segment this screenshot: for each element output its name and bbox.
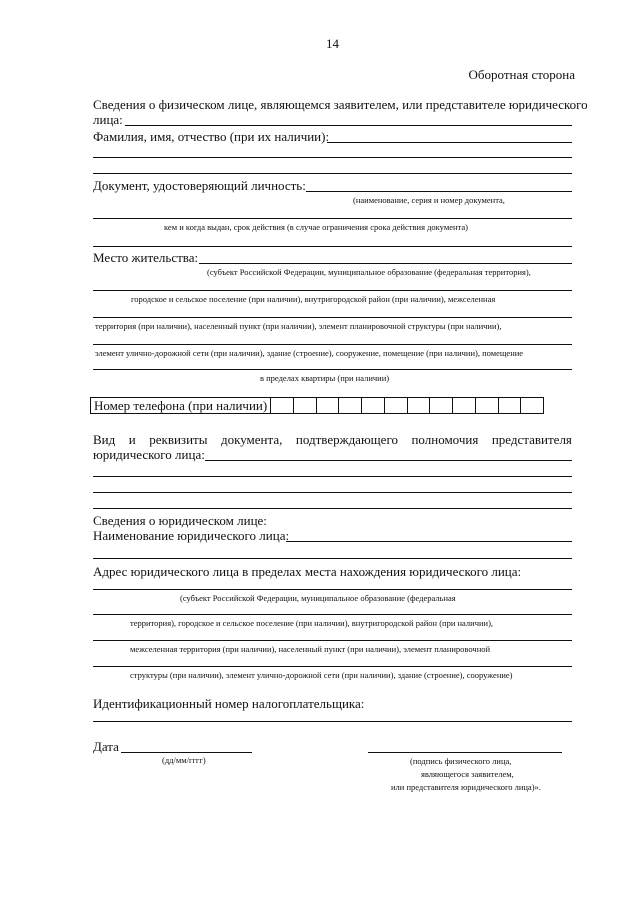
signature-line[interactable] xyxy=(368,752,562,753)
phone-digit-cell[interactable] xyxy=(521,398,543,413)
authority-word: полномочия xyxy=(411,432,479,447)
authority-word: Вид xyxy=(93,432,116,447)
residence-hint-5: в пределах квартиры (при наличии) xyxy=(260,373,390,383)
date-hint: (дд/мм/гггг) xyxy=(162,755,206,765)
residence-hint-1: (субъект Российской Федерации, муниципальное образование (федеральная территория), xyxy=(207,267,531,277)
phone-label: Номер телефона (при наличии) xyxy=(91,398,271,413)
legal-entity-heading: Сведения о юридическом лице: xyxy=(93,513,267,528)
residence-entry-line-2[interactable] xyxy=(93,290,572,291)
phone-digit-cell[interactable] xyxy=(499,398,522,413)
phone-digit-cell[interactable] xyxy=(453,398,476,413)
date-entry-line[interactable] xyxy=(121,752,252,753)
phone-digit-cell[interactable] xyxy=(385,398,408,413)
legal-address-entry-line-2[interactable] xyxy=(93,614,572,615)
authority-entry-line-3[interactable] xyxy=(93,492,572,493)
phone-field[interactable] xyxy=(90,397,544,414)
phone-digit-cells[interactable] xyxy=(271,398,543,413)
phone-digit-cell[interactable] xyxy=(362,398,385,413)
authority-word: реквизиты xyxy=(149,432,208,447)
legal-address-hint-1: (субъект Российской Федерации, муниципальное образование (федеральная xyxy=(180,593,456,603)
fio-entry-line-2[interactable] xyxy=(93,157,572,158)
id-document-entry-line-3[interactable] xyxy=(93,246,572,247)
residence-hint-2: городское и сельское поселение (при наличии), внутригородской район (при наличии), межселенная xyxy=(131,294,496,304)
inn-entry-line[interactable] xyxy=(93,721,572,722)
legal-entity-name-label: Наименование юридического лица: xyxy=(93,528,290,543)
authority-word: и xyxy=(128,432,136,447)
legal-address-entry-line-4[interactable] xyxy=(93,666,572,667)
id-document-label: Документ, удостоверяющий личность: xyxy=(93,178,306,193)
legal-address-hint-2: территория), городское и сельское поселение (при наличии), внутригородской район (при наличии), xyxy=(130,618,494,628)
phone-digit-cell[interactable] xyxy=(339,398,362,413)
authority-word: подтверждающего xyxy=(295,432,398,447)
residence-entry-line[interactable] xyxy=(199,263,572,264)
fio-entry-line[interactable] xyxy=(327,142,572,143)
legal-address-hint-3: межселенная территория (при наличии), населенный пункт (при наличии), элемент планировочной xyxy=(130,644,491,654)
phone-digit-cell[interactable] xyxy=(476,398,499,413)
phone-digit-cell[interactable] xyxy=(408,398,431,413)
legal-entity-name-entry-line[interactable] xyxy=(286,541,572,542)
id-document-entry-line-2[interactable] xyxy=(93,218,572,219)
signature-hint-3: или представителя юридического лица)». xyxy=(391,782,541,792)
applicant-heading: Сведения о физическом лице, являющемся заявителем, или представителе юридического xyxy=(93,97,588,112)
residence-hint-3: территория (при наличии), населенный пункт (при наличии), элемент планировочной структуры (при наличии), xyxy=(95,321,502,331)
residence-hint-4: элемент улично-дорожной сети (при наличии), здание (строение), сооружение, помещение (при наличии), помещение xyxy=(95,348,524,358)
authority-label xyxy=(93,433,572,446)
legal-address-hint-4: структуры (при наличии), элемент улично-дорожной сети (при наличии), здание (строение), сооружение) xyxy=(130,670,513,680)
residence-entry-line-4[interactable] xyxy=(93,344,572,345)
id-document-hint-2: кем и когда выдан, срок действия (в случае ограничения срока действия документа) xyxy=(164,222,468,232)
authority-entry-line-4[interactable] xyxy=(93,508,572,509)
signature-hint-2: являющегося заявителем, xyxy=(421,769,514,779)
authority-entry-line[interactable] xyxy=(205,460,572,461)
legal-address-entry-line-3[interactable] xyxy=(93,640,572,641)
signature-hint-1: (подпись физического лица, xyxy=(410,756,512,766)
id-document-hint: (наименование, серия и номер документа, xyxy=(353,195,505,205)
legal-entity-name-entry-line-2[interactable] xyxy=(93,558,572,559)
phone-digit-cell[interactable] xyxy=(317,398,340,413)
phone-digit-cell[interactable] xyxy=(271,398,294,413)
legal-address-label: Адрес юридического лица в пределах места нахождения юридического лица: xyxy=(93,564,522,579)
page-number: 14 xyxy=(326,36,339,51)
legal-address-entry-line[interactable] xyxy=(93,589,572,590)
residence-entry-line-3[interactable] xyxy=(93,317,572,318)
authority-word: документа, xyxy=(220,432,283,447)
id-document-entry-line[interactable] xyxy=(306,191,572,192)
authority-label-cont: юридического лица: xyxy=(93,447,205,462)
authority-word: представителя xyxy=(491,432,572,447)
side-label: Оборотная сторона xyxy=(468,67,575,82)
fio-label: Фамилия, имя, отчество (при их наличии): xyxy=(93,129,330,144)
date-label: Дата xyxy=(93,739,119,754)
phone-digit-cell[interactable] xyxy=(430,398,453,413)
fio-entry-line-3[interactable] xyxy=(93,173,572,174)
authority-entry-line-2[interactable] xyxy=(93,476,572,477)
applicant-entry-line[interactable] xyxy=(125,125,572,126)
residence-entry-line-5[interactable] xyxy=(93,369,572,370)
applicant-heading-cont: лица: xyxy=(93,112,123,127)
phone-digit-cell[interactable] xyxy=(294,398,317,413)
residence-label: Место жительства: xyxy=(93,250,199,265)
inn-label: Идентификационный номер налогоплательщика: xyxy=(93,696,365,711)
